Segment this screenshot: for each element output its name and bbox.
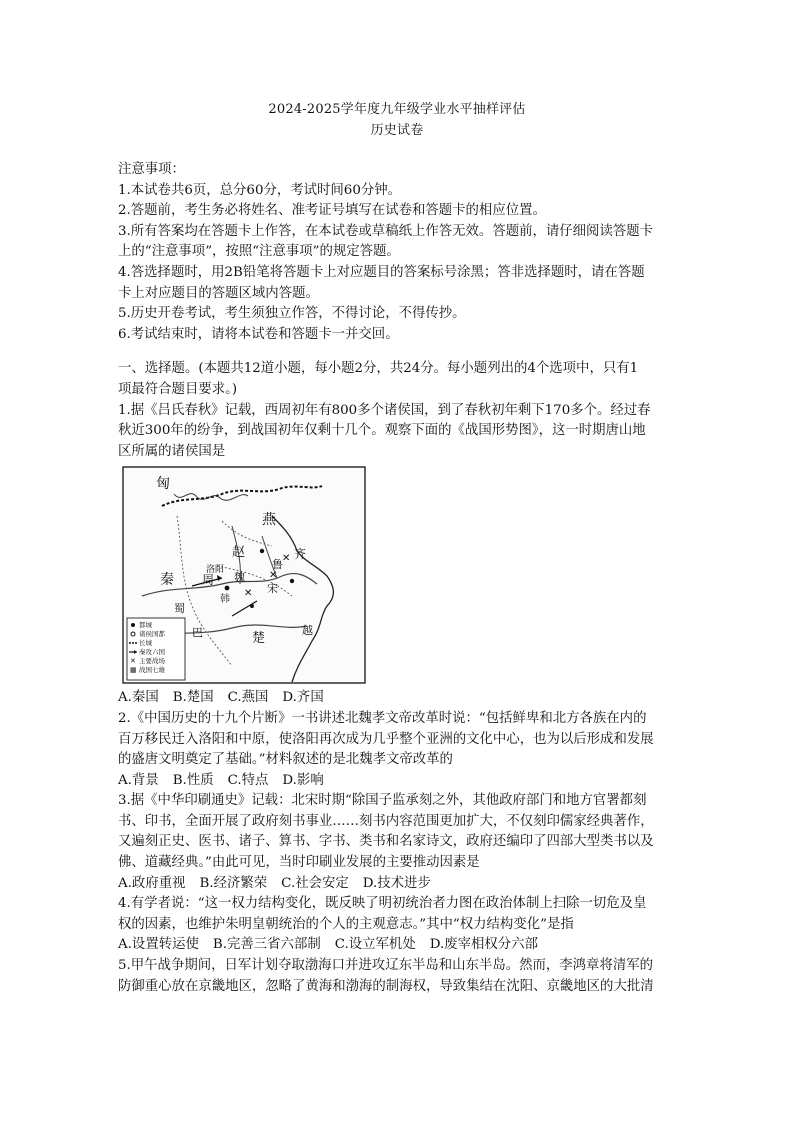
option-a: A.秦国	[118, 690, 159, 706]
option-a: A.政府重视	[118, 875, 186, 891]
map-label-chu: 楚	[252, 631, 266, 647]
notice-line: 1.本试卷共6页，总分60分，考试时间60分钟。	[118, 182, 402, 198]
option-b: B.楚国	[172, 690, 214, 706]
notice-line: 2.答题前，考生务必将姓名、准考证号填写在试卷和答题卡的相应位置。	[118, 203, 546, 219]
map-label-yue: 越	[302, 624, 313, 638]
question-3-text: 3.据《中华印刷通史》记载：北宋时期“除国子监承刻之外，其他政府部门和地方官署都刻	[118, 793, 647, 809]
svg-text:✕: ✕	[269, 570, 278, 582]
legend-item: 秦攻六国	[139, 648, 165, 657]
option-b: B.完善三省六部制	[212, 937, 321, 953]
question-4-text: 4.有学者说：“这一权力结构变化，既反映了明初统治者力图在政治体制上扫除一切危及皇	[118, 896, 647, 912]
notice-line: 5.历史开卷考试，考生须独立作答，不得讨论，不得传抄。	[118, 306, 466, 322]
svg-text:✕: ✕	[282, 553, 291, 565]
exam-title: 2024-2025学年度九年级学业水平抽样评估	[268, 102, 526, 117]
option-d: D.齐国	[282, 690, 324, 706]
section-heading: 一、选择题。(本题共12道小题，每小题2分，共24分。每小题列出的4个选项中，只有1	[118, 361, 639, 377]
option-c: C.社会安定	[281, 875, 349, 891]
option-c: C.特点	[227, 772, 269, 788]
option-b: B.经济繁荣	[199, 875, 268, 891]
map-label-zhao: 赵	[232, 545, 246, 561]
map-label-qin: 秦	[160, 572, 174, 589]
question-2-text: 百万移民迁入洛阳和中原，使洛阳再次成为几乎整个亚洲的文化中心，也为以后形成和发展	[118, 731, 654, 747]
question-1-text: 1.据《吕氏春秋》记载，西周初年有800多个诸侯国，到了春秋初年剩下170多个。经过春	[118, 402, 651, 418]
question-4-options	[118, 935, 684, 956]
question-4-text: 权的因素，也维护朱明皇朝统治的个人的主观意志。”其中“权力结构变化”是指	[118, 916, 574, 932]
question-3-options	[118, 874, 684, 895]
question-1-text: 区所属的诸侯国是	[118, 443, 226, 459]
option-a: A.背景	[118, 772, 159, 788]
option-d: D.技术进步	[362, 875, 431, 891]
map-label-qi: 齐	[294, 547, 307, 562]
map-label-han: 韩	[220, 594, 230, 606]
notice-line: 6.考试结束时，请将本试卷和答题卡一并交回。	[118, 326, 399, 342]
question-3-text: 佛、道藏经典。”由此可见，当时印刷业发展的主要推动因素是	[118, 855, 480, 871]
option-c: C.设立军机处	[334, 937, 416, 953]
question-2-options	[118, 771, 684, 792]
exam-subtitle: 历史试卷	[370, 123, 424, 138]
notice-line: 4.答选择题时，用2B铅笔将答题卡上对应题目的答案标号涂黑；答非选择题时，请在答题	[118, 264, 645, 280]
svg-text:✕: ✕	[130, 657, 136, 666]
svg-text:✕: ✕	[244, 588, 253, 600]
map-label-shu: 蜀	[174, 602, 185, 616]
map-label-lu: 鲁	[272, 558, 283, 572]
question-5-text: 防御重心放在京畿地区，忽略了黄海和渤海的制海权，导致集结在沈阳、京畿地区的大批清	[118, 978, 654, 994]
question-3-text: 又遍刻正史、医书、诸子、算书、字书、类书和名家诗文，政府还编印了四部大型类书以及	[118, 834, 654, 850]
notice-line: 3.所有答案均在答题卡上作答，在本试卷或草稿纸上作答无效。答题前，请仔细阅读答题卡	[118, 223, 654, 239]
section-heading: 项最符合题目要求。)	[118, 381, 238, 397]
option-c: C.燕国	[227, 690, 269, 706]
option-a: A.设置转运使	[118, 937, 199, 953]
exam-content	[118, 160, 684, 997]
legend-item: 长城	[139, 639, 152, 648]
svg-text:▦: ▦	[130, 666, 137, 675]
question-1-text: 秋近300年的纷争，到战国初年仅剩十几个。观察下面的《战国形势图》，这一时期唐山地	[118, 423, 646, 439]
notice-heading: 注意事项：	[118, 162, 185, 177]
legend-item: 主要战场	[139, 657, 165, 666]
legend-item: 都城	[139, 621, 152, 630]
map-label-luoyang: 洛阳	[206, 565, 225, 576]
map-label-zhou: 周	[202, 573, 215, 588]
legend-item: 诸侯国都	[139, 630, 165, 639]
question-5-text: 5.甲午战争期间，日军计划夺取渤海口并进攻辽东半岛和山东半岛。然而，李鸿章将清军的	[118, 958, 654, 974]
map-label-wei: 魏	[234, 571, 245, 585]
notice-line: 卡上对应题目的答题区域内答题。	[118, 285, 319, 301]
map-label-yan: 燕	[262, 512, 276, 529]
map-label-xiongnu: 匈	[156, 476, 170, 493]
question-1-options	[118, 688, 684, 709]
option-d: D.废宰相权分六部	[429, 937, 538, 953]
question-2-text: 2.《中国历史的十九个片断》一书讲述北魏孝文帝改革时说：“包括鲜卑和北方各族在内的	[118, 710, 647, 726]
question-3-text: 书、印书，全面开展了政府刻书事业……刻书内容范围更加扩大，不仅刻印儒家经典著作，	[118, 813, 654, 829]
legend-item: 战国七雄	[139, 666, 165, 675]
option-b: B.性质	[172, 772, 214, 788]
option-d: D.影响	[282, 772, 324, 788]
map-label-song: 宋	[267, 582, 278, 596]
warring-states-map	[122, 466, 366, 684]
map-label-ba: 巴	[192, 626, 203, 640]
question-2-text: 的盛唐文明奠定了基础。”材料叙述的是北魏孝文帝改革的	[118, 752, 453, 768]
notice-line: 上的“注意事项”，按照“注意事项”的规定答题。	[118, 244, 400, 260]
